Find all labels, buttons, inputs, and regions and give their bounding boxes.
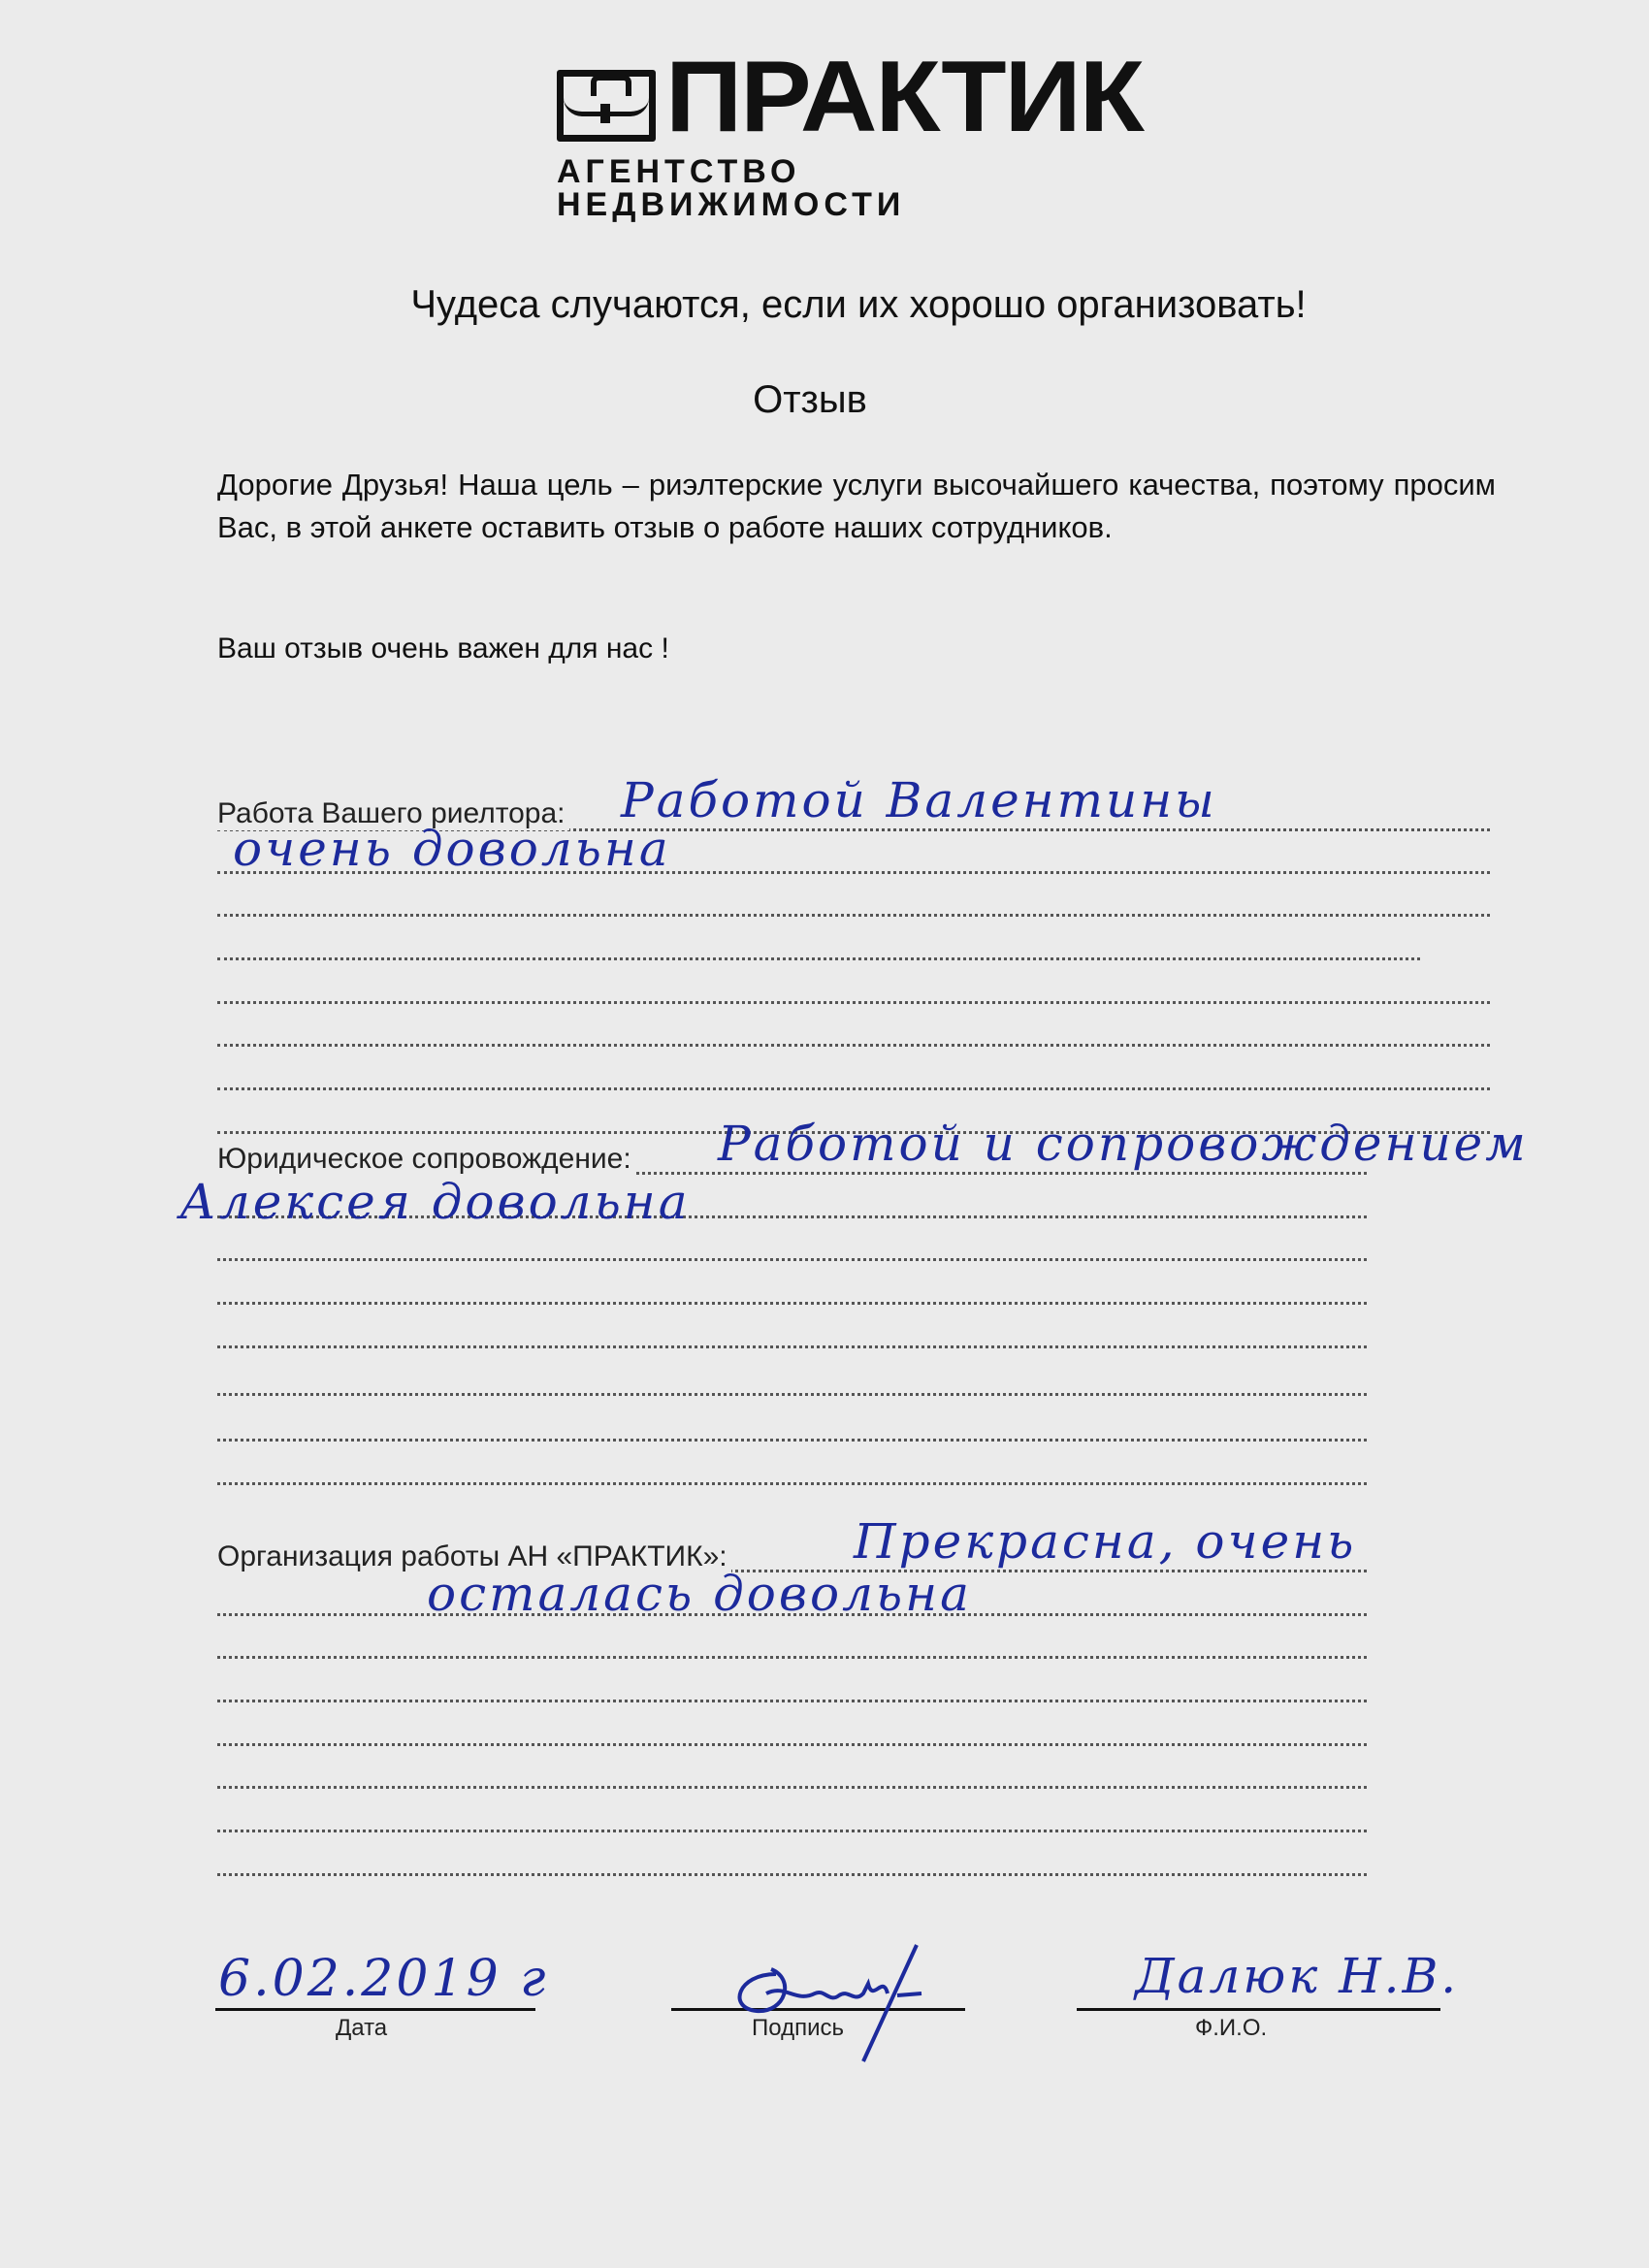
realtor-answer-line1: Работой Валентины <box>621 772 1217 828</box>
section-legal-label: Юридическое сопровождение: <box>217 1143 635 1176</box>
page-title: Отзыв <box>753 378 867 421</box>
signature-label: Подпись <box>752 2015 844 2041</box>
realtor-answer-line2: очень довольна <box>233 821 671 877</box>
section-organization-label: Организация работы АН «ПРАКТИК»: <box>217 1540 731 1573</box>
date-label: Дата <box>336 2015 388 2041</box>
handwritten-signature <box>718 1935 980 2081</box>
full-name-value: Далюк Н.В. <box>1135 1948 1460 2004</box>
logo-name: ПРАКТИК <box>665 41 1143 153</box>
agency-logo <box>557 41 1158 223</box>
organization-answer-line1: Прекрасна, очень <box>854 1513 1357 1570</box>
full-name-label: Ф.И.О. <box>1195 2015 1268 2041</box>
legal-answer-line2: Алексея довольна <box>179 1174 691 1230</box>
logo-subtitle: АГЕНТСТВО НЕДВИЖИМОСТИ <box>557 153 906 223</box>
legal-answer-line1: Работой и сопровождением <box>718 1116 1529 1172</box>
intro-text: Дорогие Друзья! Наша цель – риэлтерские услуги высочайшего качества, поэтому просим Вас, в этой анкете оставить отзыв о работе наших сотрудников. <box>217 468 1496 544</box>
briefcase-icon <box>557 70 656 142</box>
slogan: Чудеса случаются, если их хорошо организовать! <box>410 283 1307 326</box>
date-value: 6.02.2019 г <box>218 1950 549 2008</box>
organization-answer-line2: осталась довольна <box>427 1566 972 1622</box>
section-realtor-label: Работа Вашего риелтора: <box>217 797 569 830</box>
important-note: Ваш отзыв очень важен для нас ! <box>217 632 669 664</box>
